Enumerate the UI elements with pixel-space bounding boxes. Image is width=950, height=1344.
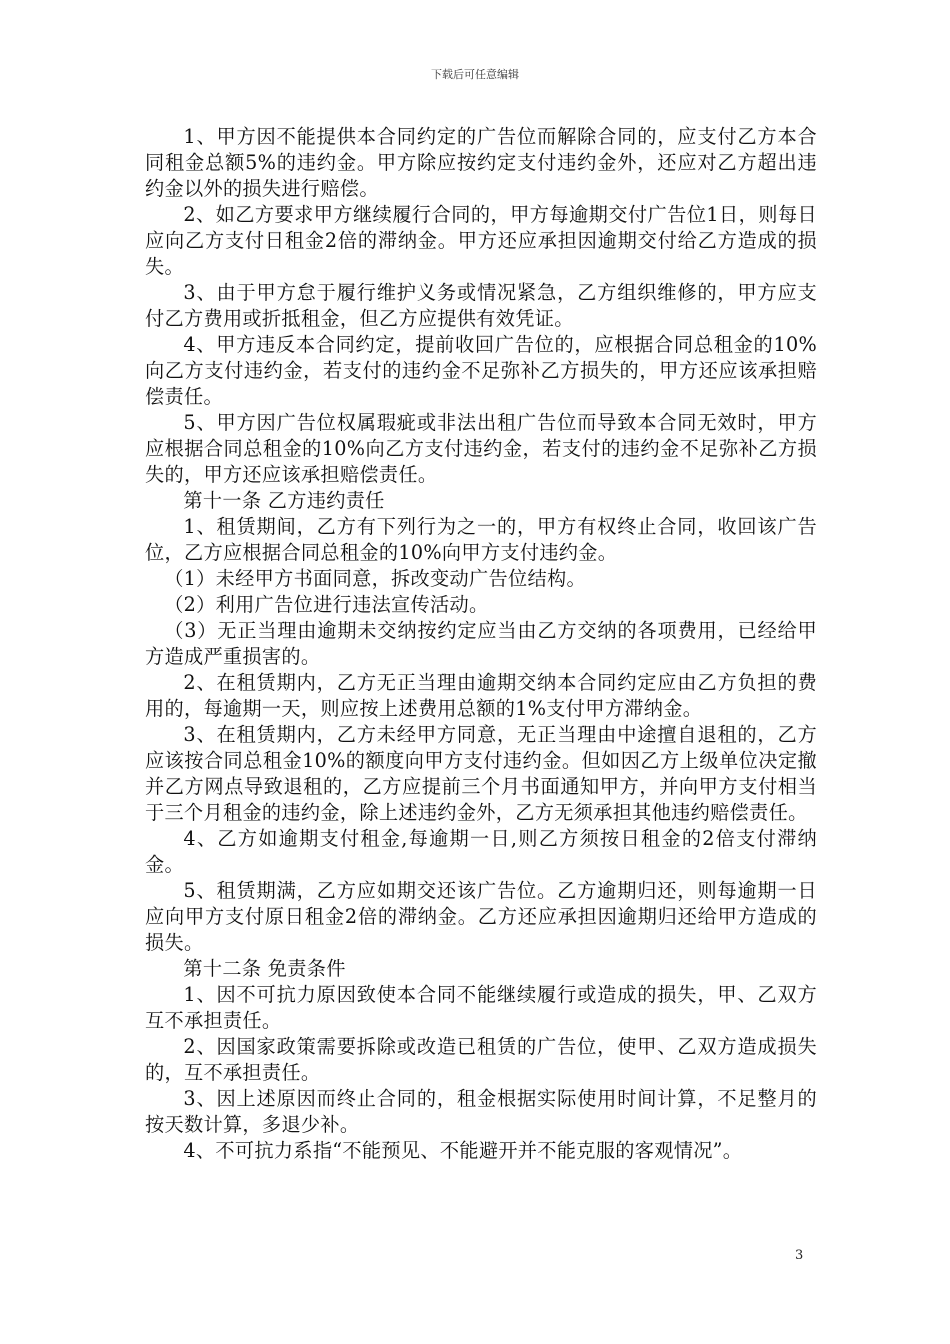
paragraph: 4、甲方违反本合同约定，提前收回广告位的，应根据合同总租金的10%向乙方支付违约金，若支付的违约金不足弥补乙方损失的，甲方还应该承担赔偿责任。 [145,333,817,408]
paragraph: 1、因不可抗力原因致使本合同不能继续履行或造成的损失，甲、乙双方互不承担责任。 [145,983,817,1032]
page-number: 3 [795,1248,804,1263]
paragraph: 5、租赁期满，乙方应如期交还该广告位。乙方逾期归还，则每逾期一日应向甲方支付原日租金2倍的滞纳金。乙方还应承担因逾期归还给甲方造成的损失。 [145,879,817,954]
document-body [145,124,817,1164]
list-item: （3）无正当理由逾期未交纳按约定应当由乙方交纳的各项费用，已经给甲方造成严重损害的。 [145,619,817,668]
section-heading: 第十一条 乙方违约责任 [183,489,385,512]
page-header: 下载后可任意编辑 [431,68,519,81]
paragraph: 3、因上述原因而终止合同的，租金根据实际使用时间计算，不足整月的按天数计算，多退少补。 [145,1087,817,1136]
paragraph: 2、在租赁期内，乙方无正当理由逾期交纳本合同约定应由乙方负担的费用的，每逾期一天，则应按上述费用总额的1%支付甲方滞纳金。 [145,671,817,720]
paragraph: 2、因国家政策需要拆除或改造已租赁的广告位，使甲、乙双方造成损失的，互不承担责任。 [145,1035,817,1084]
section-heading: 第十二条 免责条件 [183,957,346,980]
paragraph: 3、在租赁期内，乙方未经甲方同意，无正当理由中途擅自退租的，乙方应该按合同总租金10%的额度向甲方支付违约金。但如因乙方上级单位决定撤并乙方网点导致退租的，乙方应提前三个月书面通知甲方，并向甲方支付相当于三个月租金的违约金，除上述违约金外，乙方无须承担其他违约赔偿责任。 [145,723,817,824]
list-item: （2）利用广告位进行违法宣传活动。 [164,593,489,616]
paragraph: 5、甲方因广告位权属瑕疵或非法出租广告位而导致本合同无效时，甲方应根据合同总租金的10%向乙方支付违约金，若支付的违约金不足弥补乙方损失的，甲方还应该承担赔偿责任。 [145,411,817,486]
paragraph: 1、甲方因不能提供本合同约定的广告位而解除合同的，应支付乙方本合同租金总额5%的违约金。甲方除应按约定支付违约金外，还应对乙方超出违约金以外的损失进行赔偿。 [145,125,817,200]
paragraph: 1、租赁期间，乙方有下列行为之一的，甲方有权终止合同，收回该广告位，乙方应根据合同总租金的10%向甲方支付违约金。 [145,515,817,564]
paragraph: 3、由于甲方怠于履行维护义务或情况紧急，乙方组织维修的，甲方应支付乙方费用或折抵租金，但乙方应提供有效凭证。 [145,281,817,330]
list-item: （1）未经甲方书面同意，拆改变动广告位结构。 [164,567,586,590]
paragraph: 4、乙方如逾期支付租金,每逾期一日,则乙方须按日租金的2倍支付滞纳金。 [145,827,817,876]
paragraph: 4、不可抗力系指“不能预见、不能避开并不能克服的客观情况”。 [183,1139,743,1162]
paragraph: 2、如乙方要求甲方继续履行合同的，甲方每逾期交付广告位1日，则每日应向乙方支付日租金2倍的滞纳金。甲方还应承担因逾期交付给乙方造成的损失。 [145,203,817,278]
